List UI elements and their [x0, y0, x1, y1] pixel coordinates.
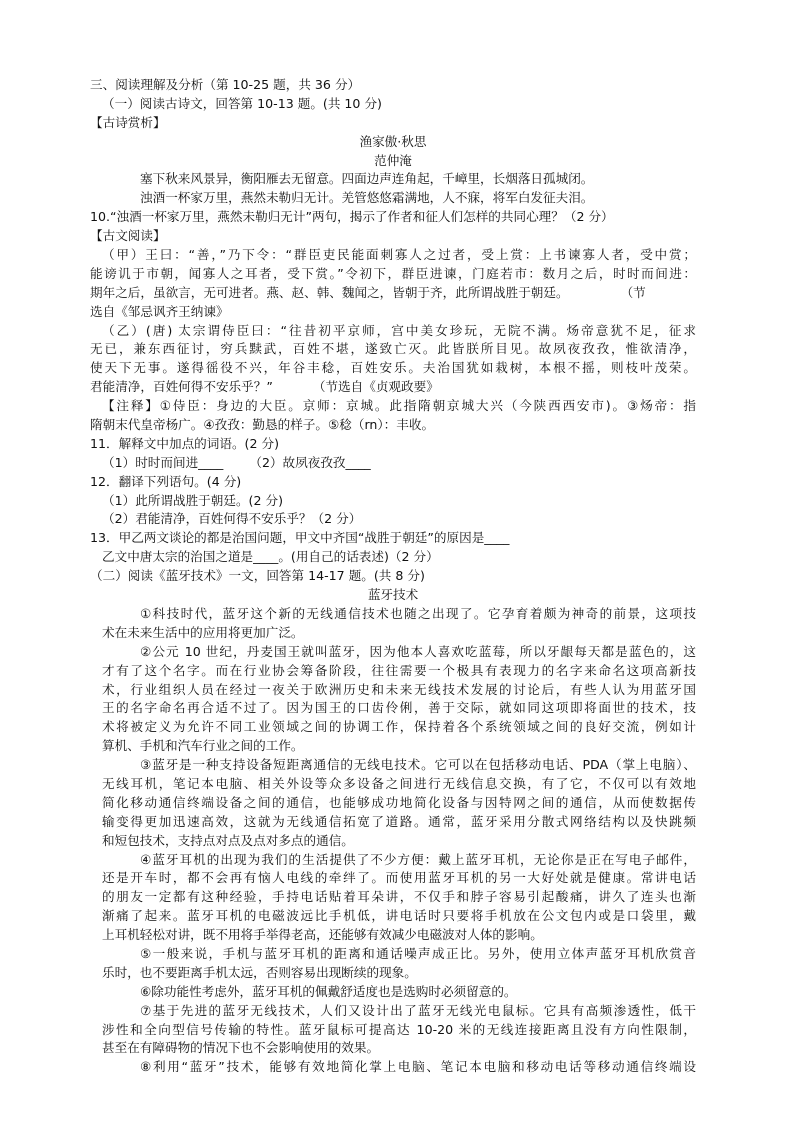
article-line: 术在未来生活中的应用将更加广泛。 — [102, 624, 304, 640]
question-13: 乙文中唐太宗的治国之道是____。(用自己的话表述)（2 分） — [102, 549, 439, 565]
poem-line: 浊酒一杯家万里，燕然未勒归无计。羌管悠悠霜满地，人不寐，将军白发征夫泪。 — [140, 190, 594, 206]
article-title: 蓝牙技术 — [367, 587, 419, 603]
jia-line: （甲）王曰：“善，”乃下令：“群臣吏民能面刺寡人之过者，受上赏：上书谏寡人者，受中赏； — [102, 247, 696, 263]
article-line: 输变得更加迅速高效，这就为无线通信拓宽了道路。通常，蓝牙采用分散式网络结构以及快跳频 — [102, 813, 696, 829]
article-line: 上耳机轻松对讲，既不用将手举得老高，还能够有效减少电磁波对人体的影响。 — [102, 927, 543, 943]
article-line: 涉性和全向型信号传输的特性。蓝牙鼠标可提高达 10-20 米的无线连接距离且没有方向性限制， — [102, 1021, 696, 1037]
part1-title: （一）阅读古诗文，回答第 10-13 题。(共 10 分) — [102, 95, 382, 111]
article-line: 还是开车时，都不会再有恼人电线的牵绊了。而使用蓝牙耳机的另一大好处就是健康。常讲电话 — [102, 870, 696, 886]
annotation: 隋朝末代皇帝杨广。④孜孜：勤恳的样子。⑤稔（rn）：丰收。 — [90, 417, 435, 433]
question-12: 12．翻译下列语句。(4 分) — [90, 473, 242, 489]
yi-line: 无已，兼东西征讨，穷兵黩武，百姓不堪，遂致亡灭。此皆朕所目见。故夙夜孜孜，惟欲清净， — [90, 341, 696, 357]
question-13: 13．甲乙两文谈论的都是治国问题，甲文中齐国“战胜于朝廷”的原因是____ — [90, 530, 510, 546]
article-line: ③蓝牙是一种支持设备短距离通信的无线电技术。它可以在包括移动电话、PDA（掌上电脑）、 — [140, 757, 696, 773]
article-line: 乐时，也不要距离手机太远，否则容易出现断续的现象。 — [102, 964, 417, 980]
yi-source: （节选自《贞观政要》 — [312, 379, 439, 395]
jia-text: 期年之后，虽欲言，无可进者。燕、赵、韩、魏闻之，皆朝于齐，此所谓战胜于朝廷。 — [90, 284, 569, 300]
exam-page — [90, 76, 696, 1077]
article-line: 无线耳机，笔记本电脑、相关外设等众多设备之间进行无线信息交换，有了它，不仅可以有效地 — [102, 775, 696, 791]
article-line: ⑥除功能性考虑外，蓝牙耳机的佩戴舒适度也是选购时必须留意的。 — [140, 983, 517, 999]
article-line: 渐痛了起来。蓝牙耳机的电磁波远比手机低，讲电话时只要将手机放在公文包内或是口袋里，戴 — [102, 908, 696, 924]
poem-author: 范仲淹 — [374, 152, 412, 168]
article-line: ⑧利用“蓝牙”技术，能够有效地简化掌上电脑、笔记本电脑和移动电话等移动通信终端设 — [140, 1059, 696, 1075]
question-11: 11．解释文中加点的词语。(2 分) — [90, 435, 279, 451]
article-line: 王的名字命名再合适不过了。因为国王的口齿伶俐，善于交际，就如同这项即将面世的技术，技 — [102, 700, 696, 716]
article-line: 算机、手机和汽车行业之间的工作。 — [102, 738, 304, 754]
yi-line: 使天下无事。遂得徭役不兴，年谷丰稔，百姓安乐。夫治国犹如栽树，本根不摇，则枝叶茂荣。 — [90, 360, 696, 376]
yi-line — [90, 378, 696, 397]
jia-source-part: （节 — [620, 284, 646, 300]
article-line: 才有了这个名字。而在行业协会筹备阶段，往往需要一个极具有表现力的名字来命名这项高新技 — [102, 662, 696, 678]
section-title: 三、阅读理解及分析（第 10-25 题，共 36 分） — [90, 77, 361, 92]
article-line: ②公元 10 世纪，丹麦国王就叫蓝牙，因为他本人喜欢吃蓝莓，所以牙龈每天都是蓝色的，这 — [140, 643, 696, 659]
jia-line — [90, 284, 696, 303]
question-10: 10.“浊酒一杯家万里，燕然未勒归无计”两句，揭示了作者和征人们怎样的共同心理？（2 分） — [90, 209, 614, 225]
article-line: 术，行业组织人员在经过一夜关于欧洲历史和未来无线技术发展的讨论后，有些人认为用蓝牙国 — [102, 681, 696, 697]
part2-title: （二）阅读《蓝牙技术》一文，回答第 14-17 题。(共 8 分) — [90, 568, 425, 584]
jia-line: 能谤讥于市朝，闻寡人之耳者，受下赏。”令初下，群臣进谏，门庭若市：数月之后，时时而间进： — [90, 265, 696, 281]
article-body — [90, 605, 696, 1077]
q11-item: （1）时时而间进____ — [102, 454, 224, 470]
article-line: 的朋友一定都有这种经验，手持电话贴着耳朵讲，不仅手和脖子容易引起酸痛，讲久了连头也渐 — [102, 889, 696, 905]
annotation: 【注释】①侍臣：身边的大臣。京师：京城。此指隋朝京城大兴（今陕西西安市)。③炀帝：指 — [102, 398, 696, 414]
jia-source: 选自《邹忌讽齐王纳谏》 — [90, 303, 229, 319]
poem-title: 渔家傲·秋思 — [359, 133, 427, 149]
article-line: ⑦基于先进的蓝牙无线技术，人们又设计出了蓝牙无线光电鼠标。它具有高频渗透性，低干 — [140, 1002, 696, 1018]
q12-item: （2）君能清净，百姓何得不安乐乎？（2 分） — [102, 511, 362, 527]
yi-text: 君能清净，百姓何得不安乐乎？” — [90, 379, 273, 395]
poem-header: 【古诗赏析】 — [90, 114, 166, 130]
question-11-items — [90, 454, 696, 473]
article-line: ①科技时代，蓝牙这个新的无线通信技术也随之出现了。它孕育着颇为神奇的前景，这项技 — [140, 605, 696, 621]
article-line: ⑤一般来说，手机与蓝牙耳机的距离和通话噪声成正比。另外，使用立体声蓝牙耳机欣赏音 — [140, 945, 696, 961]
article-line: 和短包技术，支持点对点及点对多点的通信。 — [102, 832, 354, 848]
q11-item: （2）故夙夜孜孜____ — [249, 454, 371, 470]
prose-header: 【古文阅读】 — [90, 228, 166, 244]
yi-line: （乙）(唐) 太宗谓侍臣曰：“往昔初平京师，宫中美女珍玩，无院不满。炀帝意犹不足，征求 — [102, 322, 696, 338]
article-line: ④蓝牙耳机的出现为我们的生活提供了不少方便：戴上蓝牙耳机，无论你是正在写电子邮件， — [140, 851, 696, 867]
poem-line: 塞下秋来风景异，衡阳雁去无留意。四面边声连角起，千嶂里，长烟落日孤城闭。 — [140, 171, 594, 187]
q12-item: （1）此所谓战胜于朝廷。(2 分) — [102, 492, 283, 508]
article-line: 简化移动通信终端设备之间的通信，也能够成功地简化设备与因特网之间的通信，从而使数据传 — [102, 794, 696, 810]
article-line: 甚至在有障碍物的情况下也不会影响使用的效果。 — [102, 1040, 380, 1056]
article-line: 术将被定义为允许不同工业领域之间的协调工作，保持着各个系统领域之间的良好交流，例如计 — [102, 719, 696, 735]
